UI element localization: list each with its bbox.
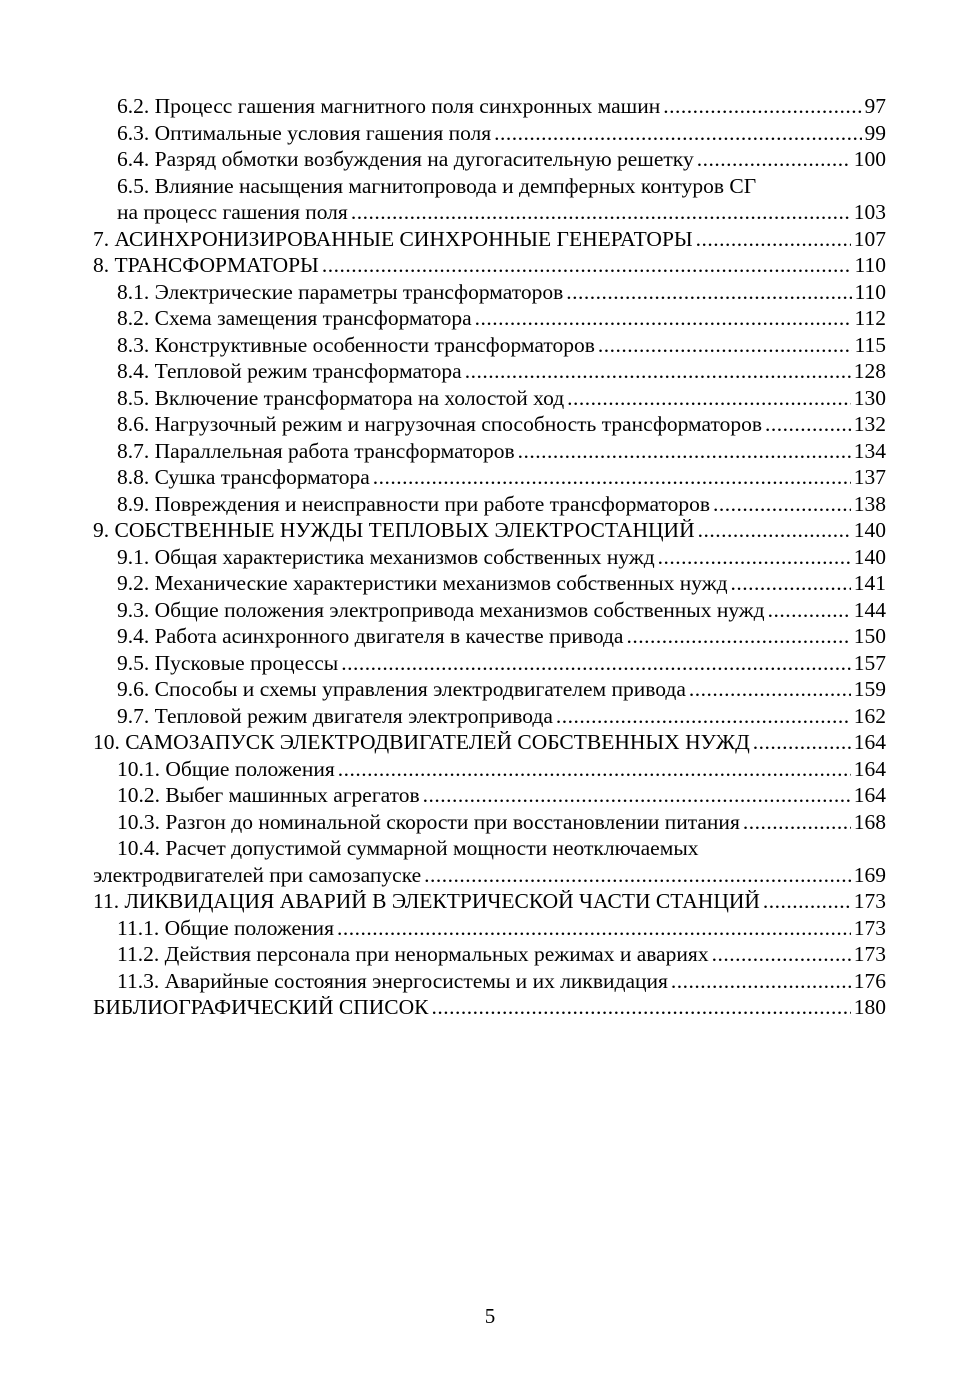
dot-leader bbox=[322, 252, 852, 279]
toc-section bbox=[93, 358, 886, 385]
toc-entry-page: 140 bbox=[853, 518, 886, 542]
toc-entry-title: 7. АСИНХРОНИЗИРОВАННЫЕ СИНХРОННЫЕ ГЕНЕРАТОРЫ bbox=[93, 226, 693, 251]
toc-entry-title: 8.2. Схема замещения трансформатора bbox=[117, 306, 472, 330]
dot-leader bbox=[713, 491, 851, 518]
toc-entry-page: 141 bbox=[853, 571, 886, 595]
dot-leader bbox=[556, 703, 851, 730]
toc-section bbox=[93, 411, 886, 438]
toc-entry-page: 173 bbox=[853, 889, 886, 913]
toc-section bbox=[93, 650, 886, 677]
dot-leader bbox=[475, 305, 852, 332]
toc-entry-title: БИБЛИОГРАФИЧЕСКИЙ СПИСОК bbox=[93, 995, 429, 1019]
toc-chapter bbox=[93, 994, 886, 1021]
dot-leader bbox=[465, 358, 851, 385]
toc-entry-title: 10.1. Общие положения bbox=[117, 756, 335, 781]
toc-entry-page: 132 bbox=[853, 412, 886, 436]
toc-entry-title: 8.4. Тепловой режим трансформатора bbox=[117, 359, 462, 383]
toc-chapter bbox=[93, 517, 886, 544]
toc-entry-title: 8.1. Электрические параметры трансформаторов bbox=[117, 279, 564, 304]
toc-entry-page: 169 bbox=[853, 862, 886, 887]
toc-entry-page: 159 bbox=[853, 677, 886, 701]
toc-entry-title: 9.7. Тепловой режим двигателя электропривода bbox=[117, 703, 553, 728]
dot-leader bbox=[689, 676, 851, 703]
toc-entry-page: 138 bbox=[853, 491, 886, 516]
toc-entry-page: 180 bbox=[853, 995, 886, 1019]
toc-entry-title: 9.4. Работа асинхронного двигателя в качестве привода bbox=[117, 624, 624, 648]
toc-entry-title: 9.3. Общие положения электропривода механизмов собственных нужд bbox=[117, 597, 765, 622]
toc-entry bbox=[93, 835, 886, 862]
toc-entry-page: 107 bbox=[853, 226, 886, 251]
dot-leader bbox=[424, 862, 851, 889]
toc-section bbox=[93, 809, 886, 836]
toc-entry-title: 6.4. Разряд обмотки возбуждения на дугогасительную решетку bbox=[117, 147, 694, 171]
toc-entry-title: 11.1. Общие положения bbox=[117, 915, 334, 940]
dot-leader bbox=[763, 888, 851, 915]
dot-leader bbox=[518, 438, 851, 465]
toc-entry-page: 103 bbox=[853, 200, 886, 224]
toc-section bbox=[93, 570, 886, 597]
dot-leader bbox=[663, 93, 861, 120]
toc-section bbox=[93, 93, 886, 120]
toc-entry-title: 9.1. Общая характеристика механизмов собственных нужд bbox=[117, 544, 655, 569]
toc-entry-title: 8.6. Нагрузочный режим и нагрузочная способность трансформаторов bbox=[117, 412, 763, 436]
toc-entry-page: 112 bbox=[854, 306, 886, 330]
dot-leader bbox=[567, 385, 851, 412]
toc-entry-title: 8.5. Включение трансформатора на холостой ход bbox=[117, 385, 565, 410]
toc-section bbox=[93, 464, 886, 491]
toc-entry-title: 9.6. Способы и схемы управления электродвигателем привода bbox=[117, 677, 686, 701]
dot-leader bbox=[431, 994, 850, 1021]
dot-leader bbox=[494, 120, 861, 147]
toc-entry-page: 173 bbox=[853, 942, 886, 966]
toc-entry-continuation bbox=[93, 862, 886, 889]
toc-entry-page: 100 bbox=[853, 147, 886, 171]
toc-entry-title: 9.2. Механические характеристики механизмов собственных нужд bbox=[117, 571, 728, 595]
toc-section bbox=[93, 623, 886, 650]
toc-entry-title: 8.7. Параллельная работа трансформаторов bbox=[117, 438, 515, 463]
toc-section bbox=[93, 146, 886, 173]
dot-leader bbox=[338, 756, 851, 783]
toc-entry-title: 11.3. Аварийные состояния энергосистемы и их ликвидация bbox=[117, 968, 668, 993]
toc-entry-title: 10.2. Выбег машинных агрегатов bbox=[117, 783, 420, 807]
toc-entry-page: 115 bbox=[854, 332, 886, 357]
toc-entry-title: 10.3. Разгон до номинальной скорости при восстановлении питания bbox=[117, 809, 740, 834]
toc-section bbox=[93, 385, 886, 412]
toc-entry-page: 173 bbox=[853, 915, 886, 940]
dot-leader bbox=[658, 544, 851, 571]
dot-leader bbox=[697, 146, 851, 173]
toc-section bbox=[93, 676, 886, 703]
toc-entry-title-continuation: на процесс гашения поля bbox=[117, 200, 348, 224]
toc-entry-title: 8.9. Повреждения и неисправности при работе трансформаторов bbox=[117, 491, 710, 516]
toc-entry-page: 164 bbox=[853, 730, 886, 754]
toc-entry-title: 8. ТРАНСФОРМАТОРЫ bbox=[93, 253, 319, 277]
dot-leader bbox=[731, 570, 851, 597]
table-of-contents bbox=[93, 93, 886, 1021]
toc-entry-title: 6.3. Оптимальные условия гашения поля bbox=[117, 120, 492, 145]
toc-chapter bbox=[93, 252, 886, 279]
toc-section bbox=[93, 332, 886, 359]
toc-entry-page: 99 bbox=[864, 120, 886, 145]
toc-section bbox=[93, 941, 886, 968]
dot-leader bbox=[337, 915, 851, 942]
toc-entry-page: 97 bbox=[864, 94, 886, 118]
dot-leader bbox=[743, 809, 851, 836]
toc-section bbox=[93, 305, 886, 332]
dot-leader bbox=[753, 729, 851, 756]
dot-leader bbox=[698, 517, 851, 544]
dot-leader bbox=[712, 941, 851, 968]
toc-entry-title: 6.2. Процесс гашения магнитного поля синхронных машин bbox=[117, 94, 661, 118]
toc-section bbox=[93, 782, 886, 809]
toc-section bbox=[93, 491, 886, 518]
toc-entry-continuation bbox=[93, 199, 886, 226]
toc-entry-title: 10.4. Расчет допустимой суммарной мощности неотключаемых bbox=[117, 836, 699, 860]
dot-leader bbox=[373, 464, 851, 491]
toc-chapter bbox=[93, 729, 886, 756]
toc-entry-page: 157 bbox=[853, 650, 886, 675]
toc-entry-title: 9.5. Пусковые процессы bbox=[117, 650, 339, 675]
dot-leader bbox=[768, 597, 851, 624]
dot-leader bbox=[671, 968, 851, 995]
toc-section bbox=[93, 120, 886, 147]
toc-section bbox=[93, 703, 886, 730]
toc-entry-page: 150 bbox=[853, 624, 886, 648]
toc-entry-page: 130 bbox=[853, 385, 886, 410]
dot-leader bbox=[765, 411, 851, 438]
toc-entry bbox=[93, 173, 886, 200]
toc-entry-title: 8.8. Сушка трансформатора bbox=[117, 465, 370, 489]
toc-section bbox=[93, 597, 886, 624]
dot-leader bbox=[341, 650, 851, 677]
toc-entry-page: 168 bbox=[853, 809, 886, 834]
toc-entry-title: 6.5. Влияние насыщения магнитопровода и демпферных контуров СГ bbox=[117, 173, 757, 198]
dot-leader bbox=[566, 279, 851, 306]
dot-leader bbox=[423, 782, 851, 809]
toc-entry-page: 164 bbox=[853, 783, 886, 807]
toc-entry-page: 144 bbox=[853, 597, 886, 622]
toc-entry-page: 137 bbox=[853, 465, 886, 489]
page-number: 5 bbox=[484, 1304, 496, 1328]
toc-entry-title: 11. ЛИКВИДАЦИЯ АВАРИЙ В ЭЛЕКТРИЧЕСКОЙ ЧАСТИ СТАНЦИЙ bbox=[93, 889, 760, 913]
dot-leader bbox=[598, 332, 852, 359]
toc-entry-page: 128 bbox=[853, 359, 886, 383]
toc-section bbox=[93, 438, 886, 465]
toc-section bbox=[93, 968, 886, 995]
toc-entry-page: 162 bbox=[853, 703, 886, 728]
toc-section bbox=[93, 915, 886, 942]
toc-entry-page: 176 bbox=[853, 968, 886, 993]
toc-entry-page: 110 bbox=[854, 279, 886, 304]
toc-entry-title-continuation: электродвигателей при самозапуске bbox=[93, 862, 422, 887]
dot-leader bbox=[696, 226, 851, 253]
toc-entry-title: 10. САМОЗАПУСК ЭЛЕКТРОДВИГАТЕЛЕЙ СОБСТВЕННЫХ НУЖД bbox=[93, 730, 750, 754]
toc-entry-page: 134 bbox=[853, 438, 886, 463]
toc-chapter bbox=[93, 226, 886, 253]
toc-entry-title: 11.2. Действия персонала при ненормальных режимах и авариях bbox=[117, 942, 709, 966]
toc-entry-page: 110 bbox=[854, 253, 886, 277]
toc-entry-title: 8.3. Конструктивные особенности трансформаторов bbox=[117, 332, 595, 357]
dot-leader bbox=[626, 623, 850, 650]
toc-entry-title: 9. СОБСТВЕННЫЕ НУЖДЫ ТЕПЛОВЫХ ЭЛЕКТРОСТАНЦИЙ bbox=[93, 518, 695, 542]
toc-chapter bbox=[93, 888, 886, 915]
toc-entry-page: 164 bbox=[853, 756, 886, 781]
toc-section bbox=[93, 756, 886, 783]
toc-section bbox=[93, 544, 886, 571]
dot-leader bbox=[351, 199, 851, 226]
toc-entry-page: 140 bbox=[853, 544, 886, 569]
toc-section bbox=[93, 279, 886, 306]
